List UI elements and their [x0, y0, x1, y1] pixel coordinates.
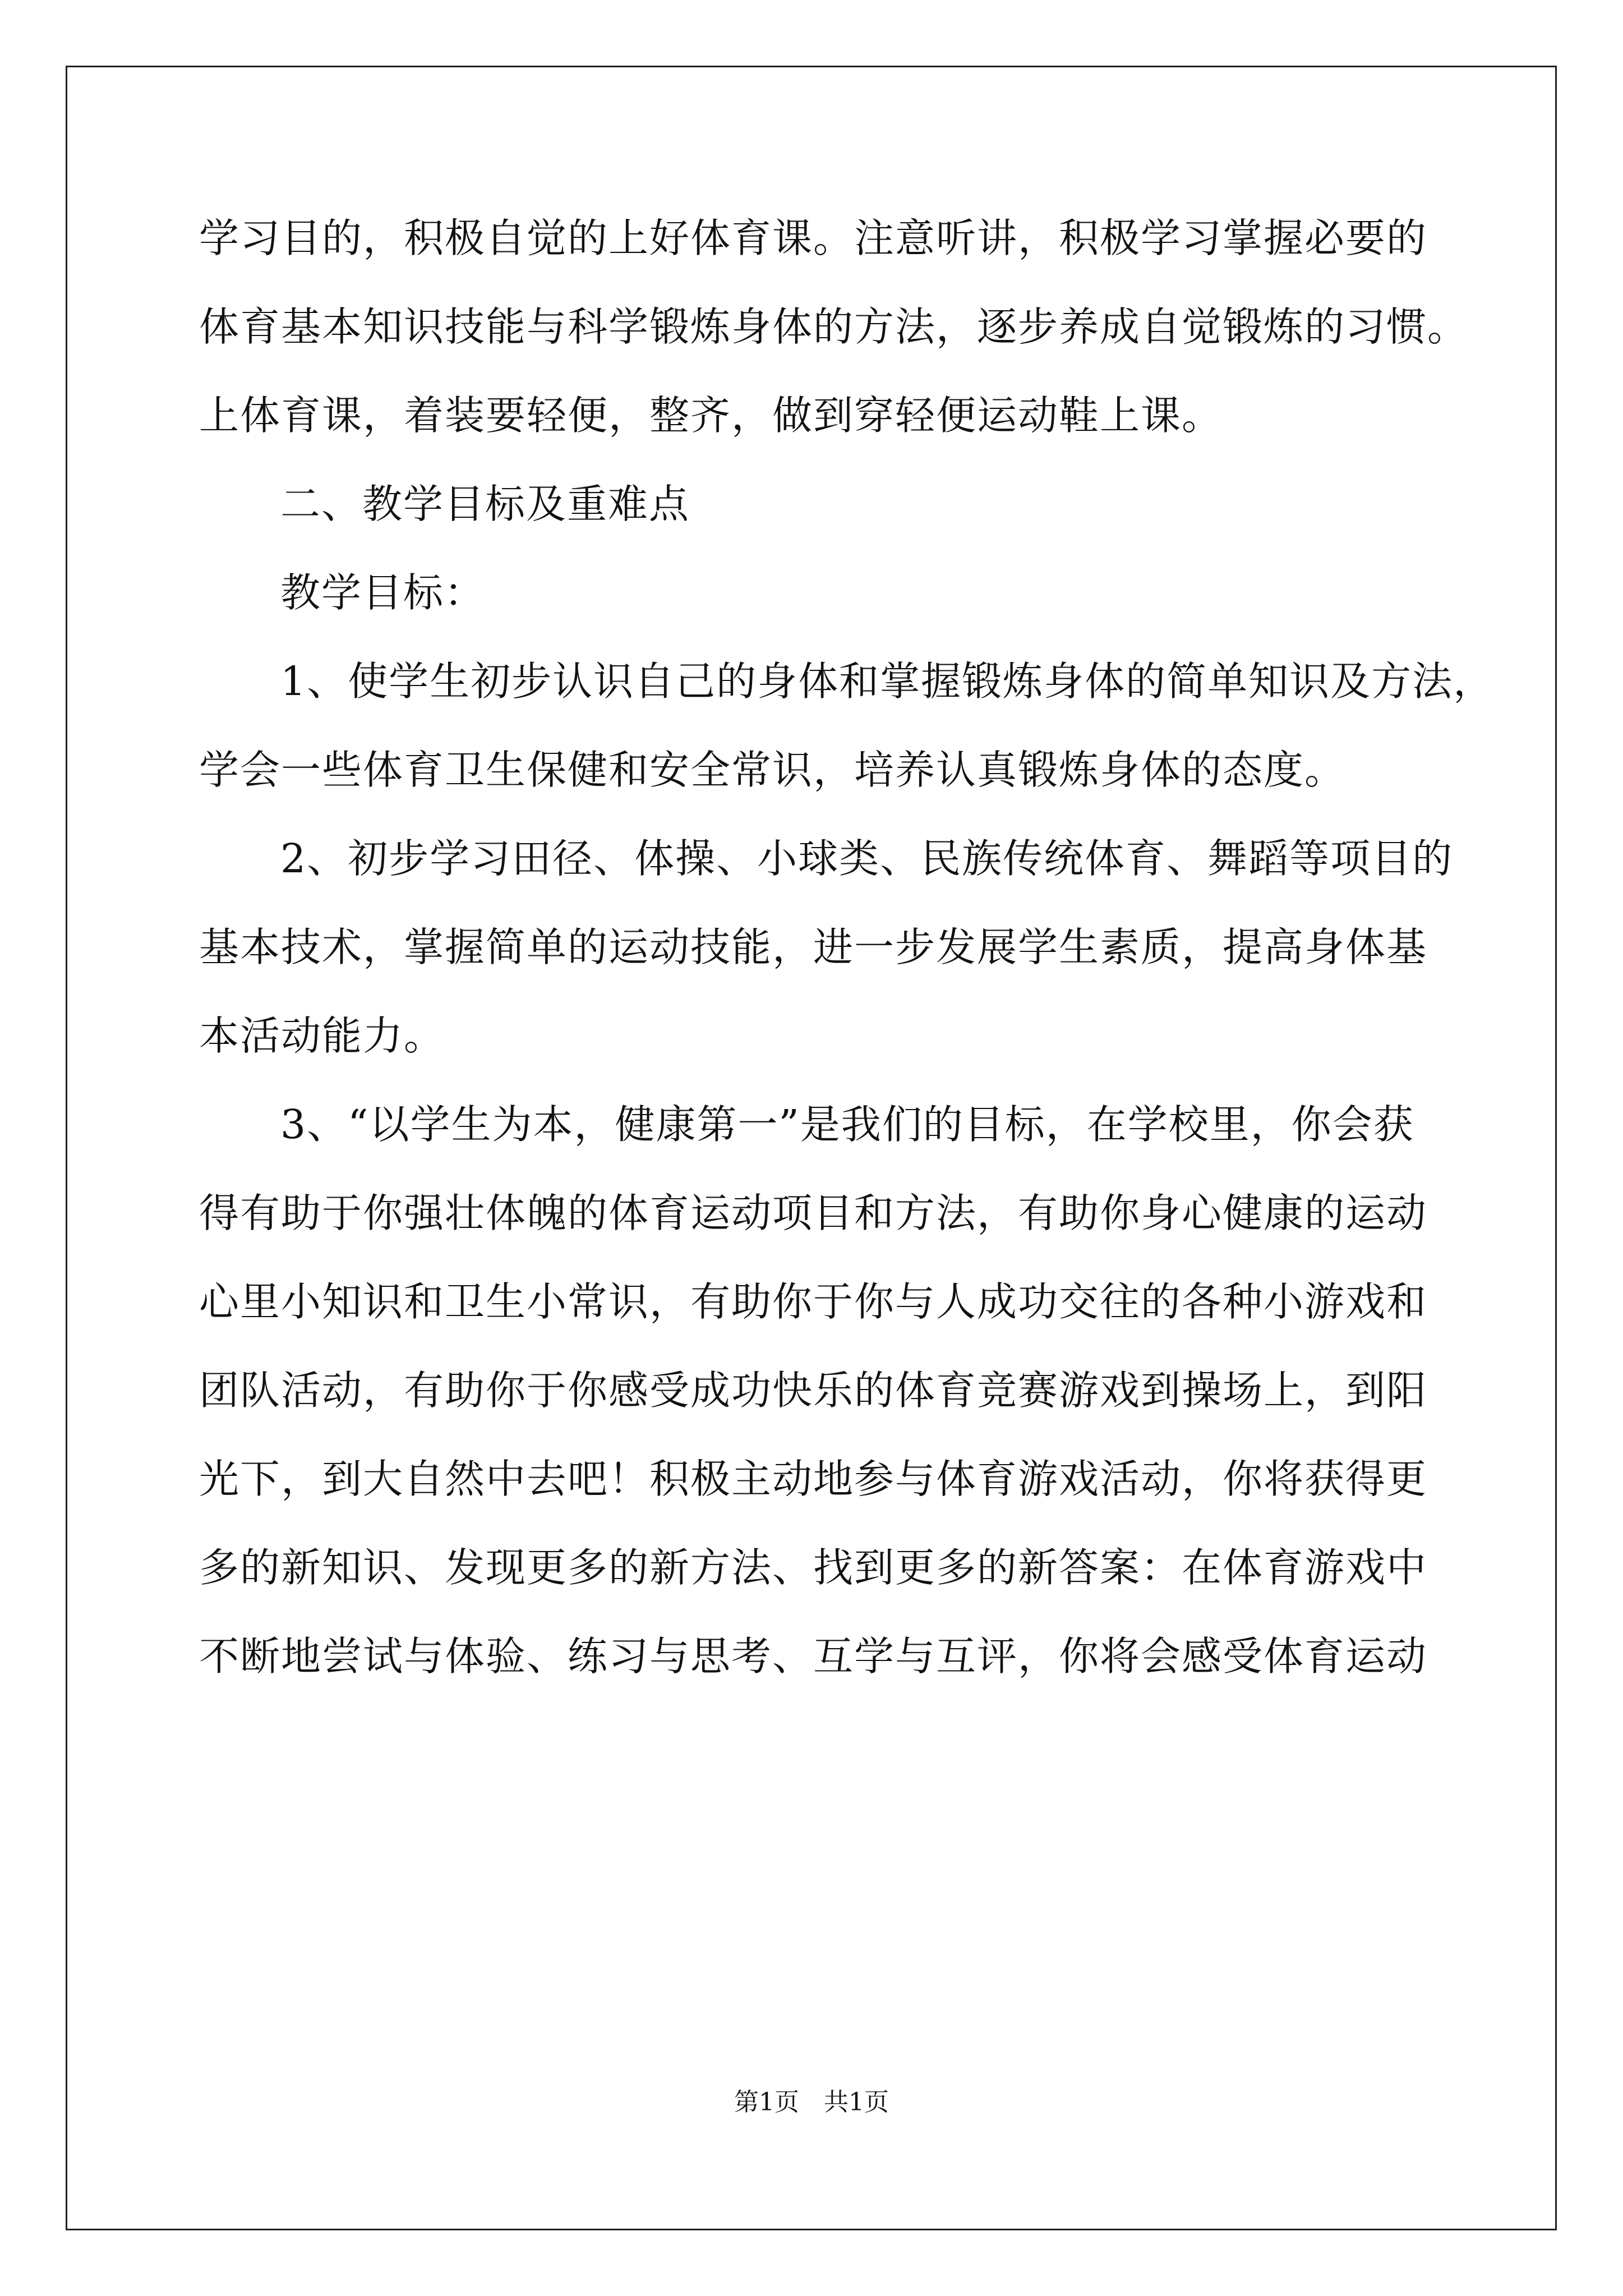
body-line: 学会一些体育卫生保健和安全常识，培养认真锻炼身体的态度。: [199, 747, 1346, 793]
body-line: 不断地尝试与体验、练习与思考、互学与互评，你将会感受体育运动: [199, 1633, 1428, 1680]
body-line: 得有助于你强壮体魄的体育运动项目和方法，有助你身心健康的运动: [199, 1190, 1428, 1236]
body-line: 1、使学生初步认识自己的身体和掌握锻炼身体的简单知识及方法，: [280, 658, 1495, 705]
body-line: 上体育课，着装要轻便，整齐，做到穿轻便运动鞋上课。: [199, 392, 1223, 439]
section-heading: 二、教学目标及重难点: [280, 481, 690, 527]
subsection-heading: 教学目标：: [280, 569, 486, 616]
body-line: 本活动能力。: [199, 1013, 445, 1059]
page-border: [66, 66, 1557, 2230]
body-line: 心里小知识和卫生小常识，有助你于你与人成功交往的各种小游戏和: [199, 1278, 1428, 1325]
body-line: 学习目的，积极自觉的上好体育课。注意听讲，积极学习掌握必要的: [199, 215, 1428, 261]
body-line: 多的新知识、发现更多的新方法、找到更多的新答案：在体育游戏中: [199, 1544, 1428, 1591]
body-line: 3、“以学生为本，健康第一”是我们的目标，在学校里，你会获: [280, 1101, 1414, 1148]
body-line: 团队活动，有助你于你感受成功快乐的体育竞赛游戏到操场上，到阳: [199, 1367, 1428, 1414]
body-line: 光下，到大自然中去吧！积极主动地参与体育游戏活动，你将获得更: [199, 1456, 1428, 1502]
page-number-footer: 第1页 共1页: [734, 2088, 889, 2116]
body-line: 基本技术，掌握简单的运动技能，进一步发展学生素质，提高身体基: [199, 924, 1428, 970]
body-line: 体育基本知识技能与科学锻炼身体的方法，逐步养成自觉锻炼的习惯。: [199, 303, 1469, 350]
body-line: 2、初步学习田径、体操、小球类、民族传统体育、舞蹈等项目的: [280, 835, 1454, 882]
